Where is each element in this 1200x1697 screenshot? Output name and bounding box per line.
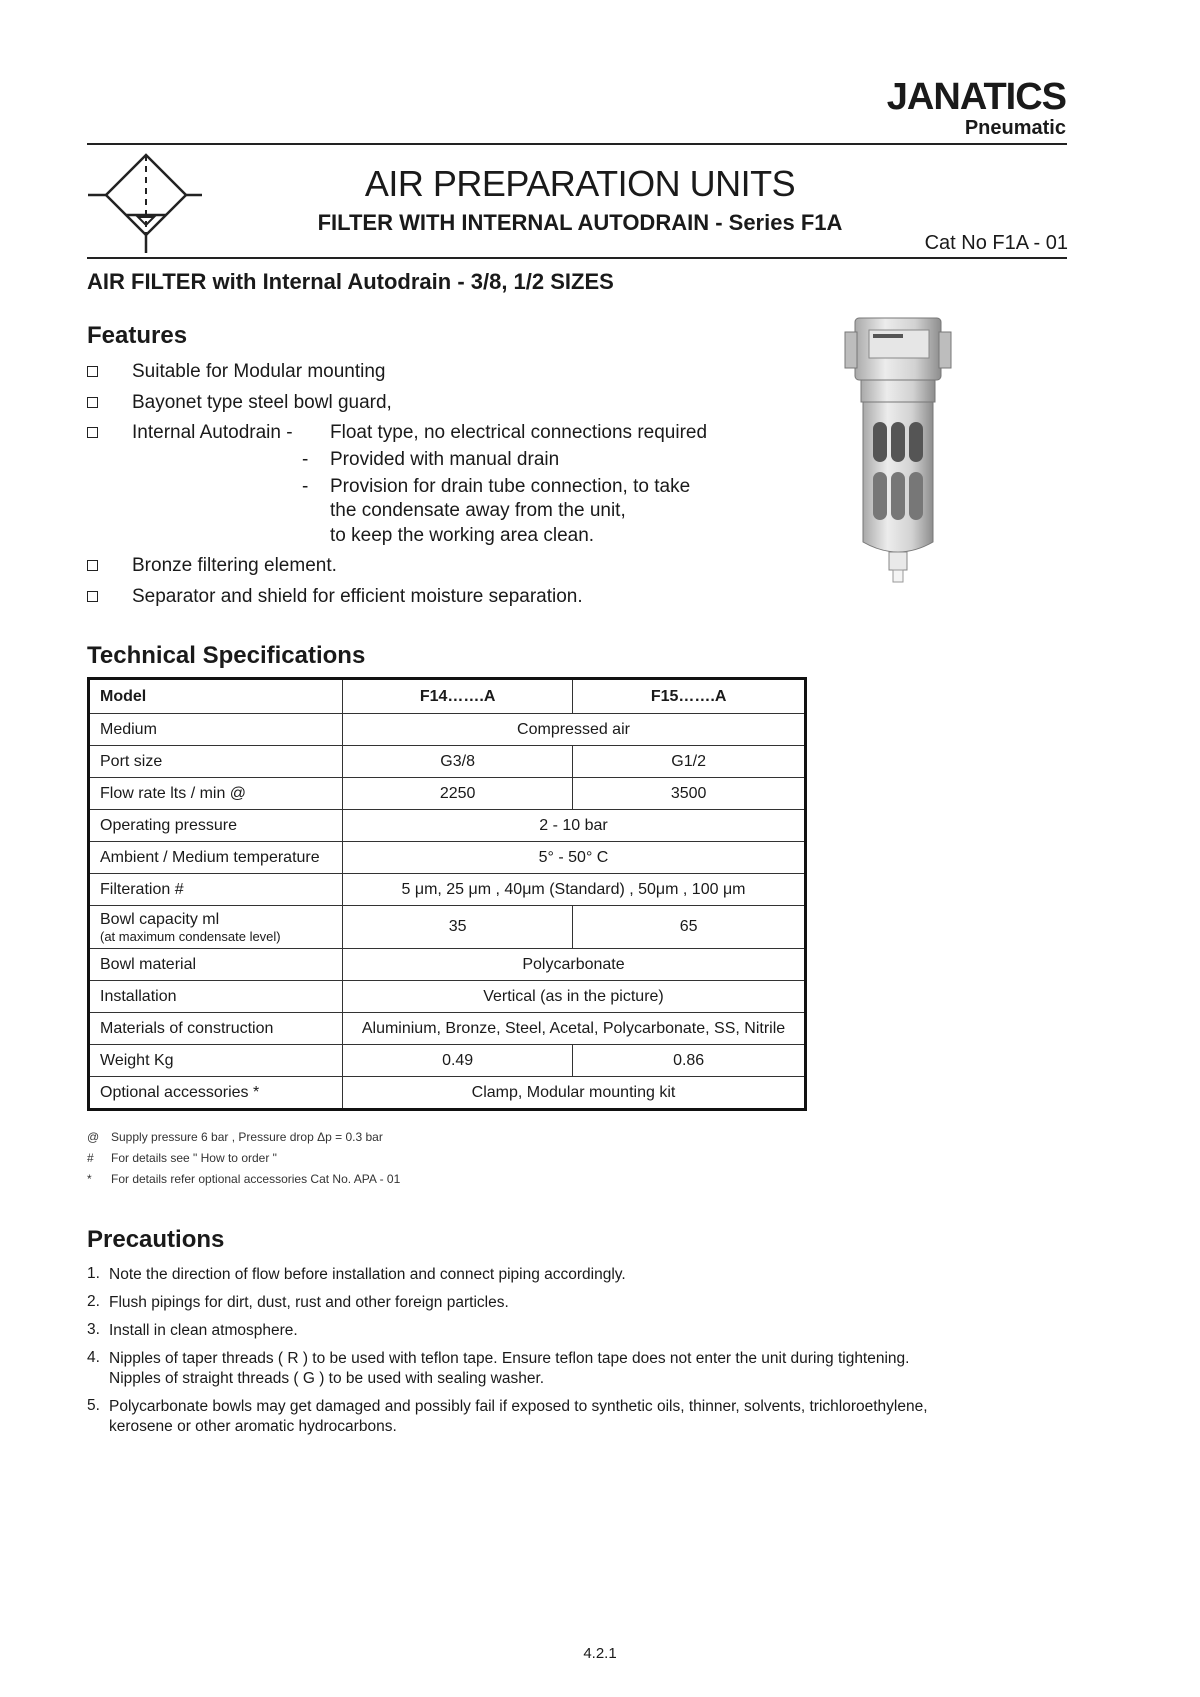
row-value: G1/2 — [573, 746, 806, 778]
precaution-number: 2. — [87, 1293, 100, 1310]
brand-sub: Pneumatic — [964, 117, 1066, 139]
row-label: Operating pressure — [89, 810, 343, 842]
precaution-number: 5. — [87, 1397, 100, 1414]
autodrain-subitem: the condensate away from the unit, — [330, 500, 626, 521]
row-label: Materials of construction — [89, 1013, 343, 1045]
row-label: Medium — [89, 714, 343, 746]
table-row — [89, 949, 806, 981]
footnote-symbol: * — [87, 1172, 92, 1186]
table-header-row — [89, 679, 806, 714]
row-label — [89, 906, 343, 949]
checkbox-icon — [87, 560, 98, 571]
row-label: Optional accessories * — [89, 1077, 343, 1110]
features-heading: Features — [87, 322, 188, 349]
row-value: Compressed air — [343, 714, 806, 746]
row-label-note: (at maximum condensate level) — [100, 928, 281, 944]
table-row — [89, 810, 806, 842]
table-row — [89, 778, 806, 810]
checkbox-icon — [87, 397, 98, 408]
checkbox-icon — [87, 427, 98, 438]
row-label: Installation — [89, 981, 343, 1013]
specs-heading: Technical Specifications — [87, 642, 366, 669]
row-value: Vertical (as in the picture) — [343, 981, 806, 1013]
footnote-symbol: # — [87, 1151, 94, 1165]
table-row — [89, 1045, 806, 1077]
footnote-text: For details see " How to order " — [111, 1151, 277, 1165]
brand-name: JANATICS — [886, 76, 1066, 118]
row-value: 65 — [573, 906, 806, 949]
footnote-symbol: @ — [87, 1130, 100, 1144]
subitem-dash: - — [302, 449, 309, 470]
table-header-cell: Model — [89, 679, 343, 714]
table-row — [89, 981, 806, 1013]
header-rule-bottom — [87, 257, 1067, 259]
filter-symbol-icon — [88, 153, 202, 257]
row-value: 2250 — [343, 778, 573, 810]
product-image — [843, 312, 953, 587]
table-row — [89, 842, 806, 874]
checkbox-icon — [87, 591, 98, 602]
precaution-text: Nipples of taper threads ( R ) to be used with teflon tape. Ensure teflon tape does not enter the unit during tightening. — [109, 1350, 910, 1367]
precaution-text: Flush pipings for dirt, dust, rust and other foreign particles. — [109, 1294, 509, 1311]
row-value: 2 - 10 bar — [343, 810, 806, 842]
row-label: Filteration # — [89, 874, 343, 906]
product-heading: AIR FILTER with Internal Autodrain - 3/8, 1/2 SIZES — [87, 269, 614, 294]
row-value: Aluminium, Bronze, Steel, Acetal, Polycarbonate, SS, Nitrile — [343, 1013, 806, 1045]
precautions-heading: Precautions — [87, 1226, 225, 1253]
row-value: 0.86 — [573, 1045, 806, 1077]
precaution-text: Note the direction of flow before installation and connect piping accordingly. — [109, 1266, 626, 1283]
autodrain-subitem: Provided with manual drain — [330, 449, 560, 470]
footnote — [87, 1151, 277, 1165]
page-subtitle: FILTER WITH INTERNAL AUTODRAIN - Series F1A — [317, 210, 843, 235]
page-title: AIR PREPARATION UNITS — [364, 163, 796, 204]
page-number: 4.2.1 — [583, 1645, 617, 1662]
row-value: G3/8 — [343, 746, 573, 778]
subitem-dash: - — [302, 476, 309, 497]
row-value: Polycarbonate — [343, 949, 806, 981]
table-row — [89, 714, 806, 746]
row-label: Bowl material — [89, 949, 343, 981]
precaution-text: kerosene or other aromatic hydrocarbons. — [109, 1418, 397, 1435]
row-value: 0.49 — [343, 1045, 573, 1077]
row-value: 5 μm, 25 μm , 40μm (Standard) , 50μm , 100 μm — [343, 874, 806, 906]
footnote — [87, 1172, 400, 1186]
footnote — [87, 1130, 383, 1144]
footnote-text: Supply pressure 6 bar , Pressure drop Δp = 0.3 bar — [111, 1130, 383, 1144]
autodrain-subitem: Provision for drain tube connection, to take — [330, 476, 691, 497]
row-label: Weight Kg — [89, 1045, 343, 1077]
row-label: Flow rate lts / min @ — [89, 778, 343, 810]
catalog-number: Cat No F1A - 01 — [924, 232, 1068, 254]
table-header-cell: F15…….A — [573, 679, 806, 714]
table-row — [89, 1013, 806, 1045]
table-header-cell: F14…….A — [343, 679, 573, 714]
table-row — [89, 746, 806, 778]
header-rule-top — [87, 143, 1067, 145]
row-value: Clamp, Modular mounting kit — [343, 1077, 806, 1110]
autodrain-subitem: Float type, no electrical connections required — [330, 422, 708, 443]
row-value: 3500 — [573, 778, 806, 810]
table-row — [89, 906, 806, 949]
precaution-text: Install in clean atmosphere. — [109, 1322, 298, 1339]
table-row — [89, 874, 806, 906]
row-value: 35 — [343, 906, 573, 949]
precaution-number: 4. — [87, 1349, 100, 1366]
precaution-number: 3. — [87, 1321, 100, 1338]
checkbox-icon — [87, 366, 98, 377]
specs-table — [87, 677, 807, 1111]
brand-logo — [760, 78, 1066, 138]
row-label-main: Bowl capacity ml — [100, 910, 220, 928]
precaution-number: 1. — [87, 1265, 100, 1282]
autodrain-subitem: to keep the working area clean. — [330, 525, 595, 546]
row-label: Ambient / Medium temperature — [89, 842, 343, 874]
footnote-text: For details refer optional accessories Cat No. APA - 01 — [111, 1172, 401, 1186]
row-label: Port size — [89, 746, 343, 778]
precaution-text: Nipples of straight threads ( G ) to be used with sealing washer. — [109, 1370, 545, 1387]
precaution-text: Polycarbonate bowls may get damaged and possibly fail if exposed to synthetic oils, thinner, solvents, trichloroethylene, — [109, 1398, 928, 1415]
table-row — [89, 1077, 806, 1110]
row-value: 5° - 50° C — [343, 842, 806, 874]
